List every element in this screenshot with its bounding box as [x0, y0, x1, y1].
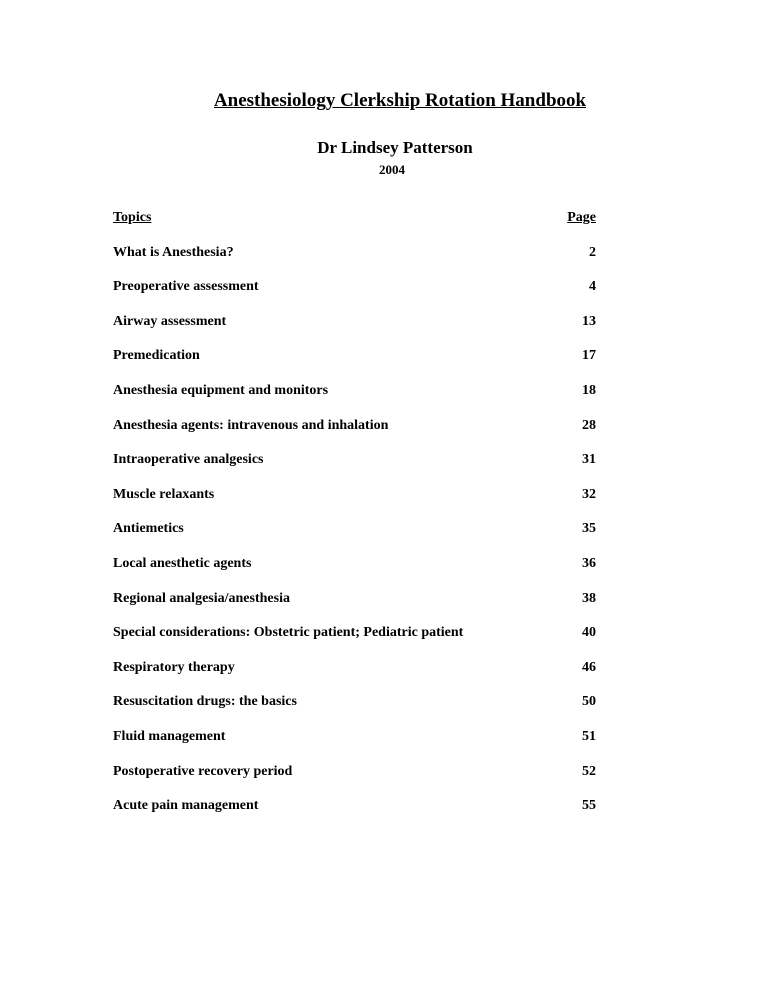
- toc-entry-topic: Muscle relaxants: [113, 486, 215, 502]
- toc-entry-topic: Intraoperative analgesics: [113, 452, 264, 468]
- toc-entry: [113, 278, 596, 313]
- toc-entry-page: 13: [582, 313, 596, 329]
- toc-entry-page: 36: [582, 555, 596, 571]
- toc-entry: [113, 347, 596, 382]
- toc-entry-topic: Airway assessment: [113, 313, 227, 329]
- toc-header-page: Page: [567, 210, 596, 225]
- toc-entry-topic: Acute pain management: [113, 798, 259, 814]
- toc-entry: [113, 659, 596, 694]
- toc-entry-page: 32: [582, 486, 596, 502]
- toc-entry-topic: Preoperative assessment: [113, 279, 259, 295]
- toc-entry: [113, 451, 596, 486]
- toc-entry: [113, 693, 596, 728]
- toc-entry: [113, 555, 596, 590]
- toc-entry: [113, 624, 596, 659]
- toc-entry-topic: Anesthesia agents: intravenous and inhalation: [113, 417, 389, 433]
- toc-entry-topic: Respiratory therapy: [113, 659, 235, 675]
- toc-entry-page: 2: [589, 244, 596, 260]
- document-author: Dr Lindsey Patterson: [317, 138, 473, 157]
- toc-entry-page: 28: [582, 417, 596, 433]
- document-year: 2004: [379, 162, 405, 177]
- toc-entry: [113, 763, 596, 798]
- toc-entries: [113, 244, 596, 832]
- toc-entry: [113, 797, 596, 832]
- toc-entry-page: 46: [582, 659, 596, 675]
- toc-entry: [113, 590, 596, 625]
- toc-entry-topic: Resuscitation drugs: the basics: [113, 694, 297, 710]
- toc-entry-page: 4: [589, 279, 596, 295]
- table-of-contents: [113, 209, 596, 832]
- toc-entry-topic: Local anesthetic agents: [113, 555, 252, 571]
- toc-entry-topic: Special considerations: Obstetric patient; Pediatric patient: [113, 625, 464, 641]
- toc-entry-page: 40: [582, 625, 596, 641]
- toc-header: [113, 209, 596, 244]
- toc-entry-page: 50: [582, 694, 596, 710]
- document-title: Anesthesiology Clerkship Rotation Handbook: [213, 90, 587, 111]
- toc-entry: [113, 486, 596, 521]
- toc-entry: [113, 313, 596, 348]
- toc-entry-topic: What is Anesthesia?: [113, 244, 234, 260]
- toc-entry-page: 17: [582, 348, 596, 364]
- toc-entry: [113, 244, 596, 279]
- toc-entry-topic: Premedication: [113, 348, 200, 364]
- toc-entry-page: 51: [582, 728, 596, 744]
- toc-entry: [113, 382, 596, 417]
- toc-entry-page: 31: [582, 452, 596, 468]
- toc-entry-page: 38: [582, 590, 596, 606]
- toc-entry-page: 35: [582, 521, 596, 537]
- toc-entry-topic: Anesthesia equipment and monitors: [113, 382, 329, 398]
- toc-header-topics: Topics: [113, 210, 152, 225]
- toc-entry-topic: Antiemetics: [113, 521, 184, 537]
- toc-entry-page: 55: [582, 798, 596, 814]
- toc-entry-topic: Postoperative recovery period: [113, 763, 293, 779]
- toc-entry-page: 18: [582, 382, 596, 398]
- toc-entry-topic: Fluid management: [113, 728, 226, 744]
- toc-entry: [113, 728, 596, 763]
- toc-entry: [113, 520, 596, 555]
- toc-entry: [113, 417, 596, 452]
- toc-entry-topic: Regional analgesia/anesthesia: [113, 590, 290, 606]
- toc-entry-page: 52: [582, 763, 596, 779]
